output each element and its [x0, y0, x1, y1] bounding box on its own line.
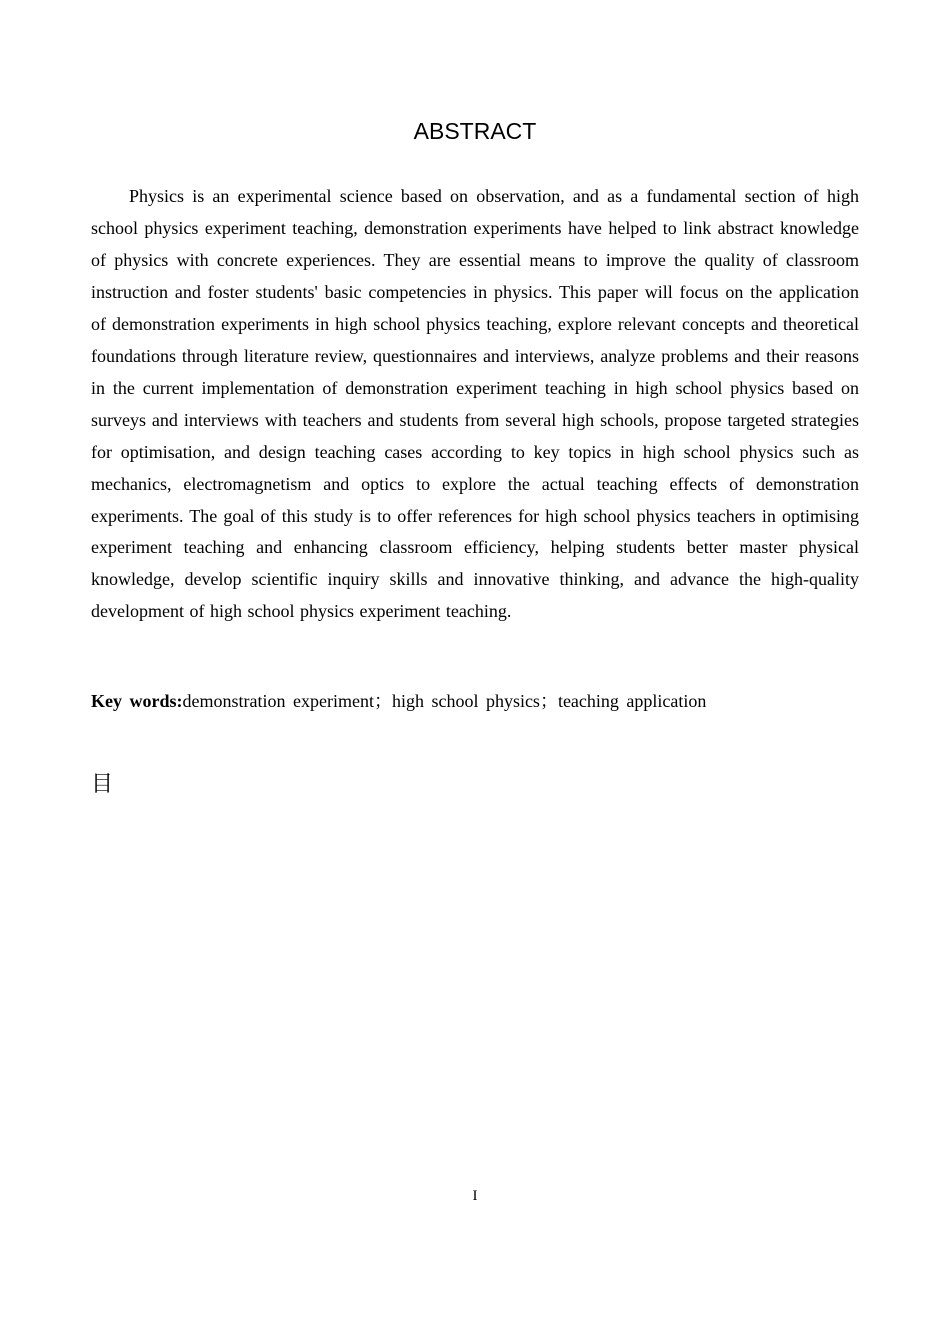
abstract-body: Physics is an experimental science based on observation, and as a fundamental section of high school physics experiment teaching, demonstration experiments have helped to link abstract knowledge of physics with concrete experiences. They are essential means to improve the quality of classroom instruction and foster students' basic competencies in physics. This paper will focus on the application of demonstration experiments in high school physics teaching, explore relevant concepts and theoretical foundations through literature review, questionnaires and interviews, analyze problems and their reasons in the current implementation of demonstration experiment teaching in high school physics based on surveys and interviews with teachers and students from several high schools, propose targeted strategies for optimisation, and design teaching cases according to key topics in high school physics such as mechanics, electromagnetism and optics to explore the actual teaching effects of demonstration experiments. The goal of this study is to offer references for high school physics teachers in optimising experiment teaching and enhancing classroom efficiency, helping students better master physical knowledge, develop scientific inquiry skills and innovative thinking, and advance the high-quality development of high school physics experiment teaching. [91, 186, 859, 622]
page-number: I [472, 1188, 478, 1204]
keywords-label: Key words: [91, 691, 183, 711]
keywords-line [91, 687, 859, 715]
keywords-text: demonstration experiment；high school physics；teaching application [182, 691, 707, 711]
toc-heading: 目 [91, 772, 114, 797]
abstract-title: ABSTRACT [413, 118, 537, 144]
